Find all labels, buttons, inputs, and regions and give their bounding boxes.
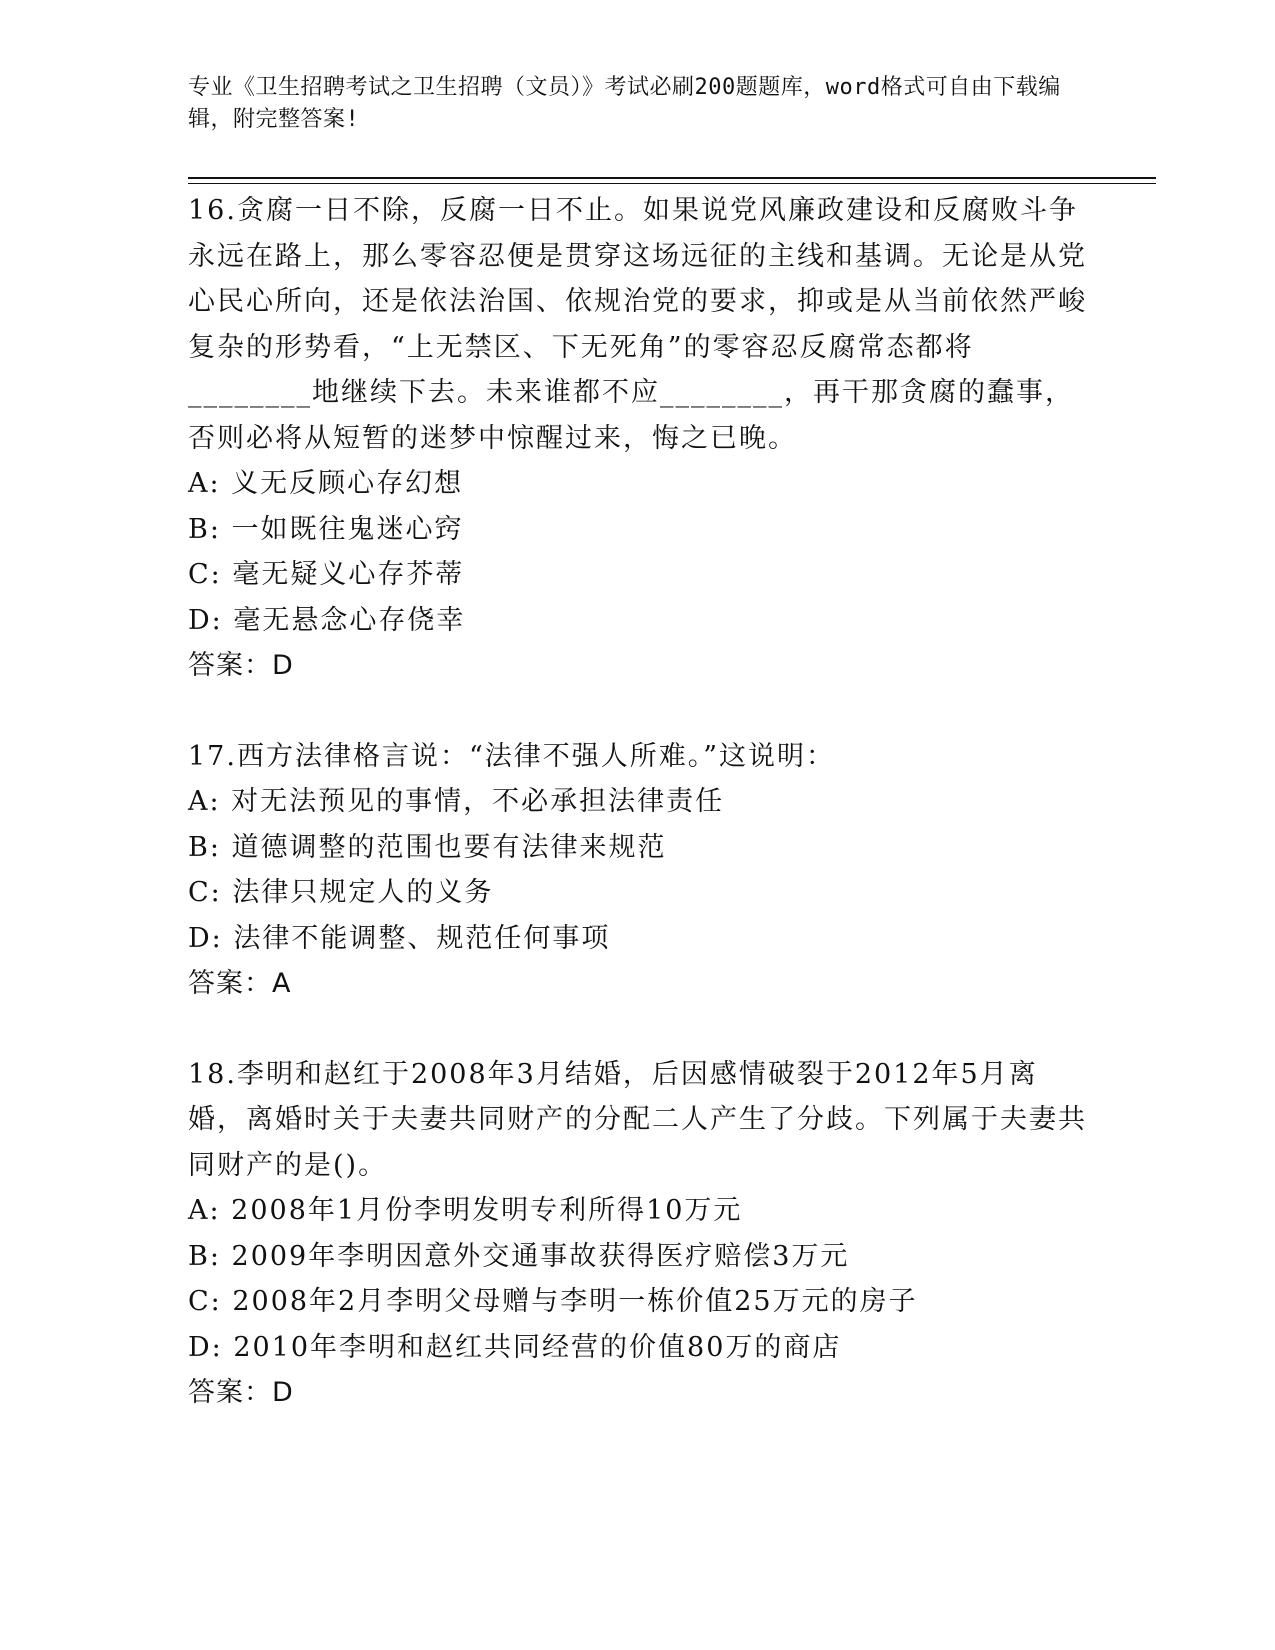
option-a: A: 义无反顾心存幻想	[188, 468, 464, 499]
answer: 答案：D	[188, 650, 294, 681]
option-b: B: 道德调整的范围也要有法律来规范	[188, 831, 667, 863]
option-b: B: 一如既往鬼迷心窍	[188, 513, 464, 545]
header-rule-thick	[188, 177, 1156, 179]
question-list	[188, 188, 1088, 1416]
option-b: B: 2009年李明因意外交通事故获得医疗赔偿3万元	[188, 1240, 850, 1272]
document-header: 专业《卫生招聘考试之卫生招聘（文员）》考试必刷200题题库，word格式可自由下载编辑，附完整答案!	[188, 75, 1061, 132]
option-c: C: 2008年2月李明父母赠与李明一栋价值25万元的房子	[188, 1286, 918, 1317]
question-16	[188, 188, 1088, 689]
header-rule-thin	[188, 183, 1156, 184]
option-c: C: 法律只规定人的义务	[188, 877, 494, 908]
answer: 答案：D	[188, 1377, 294, 1408]
question-spacer	[188, 1007, 1088, 1052]
option-c: C: 毫无疑义心存芥蒂	[188, 559, 465, 590]
question-text: 18.李明和赵红于2008年3月结婚，后因感情破裂于2012年5月离婚，离婚时关于夫妻共同财产的分配二人产生了分歧。下列属于夫妻共同财产的是()。	[188, 1058, 1087, 1181]
answer: 答案：A	[188, 968, 292, 999]
option-d: D: 毫无悬念心存侥幸	[188, 604, 466, 636]
option-d: D: 法律不能调整、规范任何事项	[188, 922, 611, 954]
option-a: A: 对无法预见的事情，不必承担法律责任	[188, 786, 725, 817]
question-17	[188, 734, 1088, 1007]
option-d: D: 2010年李明和赵红共同经营的价值80万的商店	[188, 1331, 842, 1363]
question-text: 17.西方法律格言说：“法律不强人所难。”这说明：	[188, 740, 836, 772]
question-spacer	[188, 689, 1088, 734]
question-text: 16.贪腐一日不除，反腐一日不止。如果说党风廉政建设和反腐败斗争永远在路上，那么零容忍便是贯穿这场远征的主线和基调。无论是从党心民心所向，还是依法治国、依规治党的要求，抑或是从当前依然严峻复杂的形势看，“上无禁区、下无死角”的零容忍反腐常态都将________地继续下去。未来谁都不应________，再干那贪腐的蠢事，否则必将从短暂的迷梦中惊醒过来，悔之已晚。	[188, 195, 1087, 454]
option-a: A: 2008年1月份李明发明专利所得10万元	[188, 1195, 743, 1226]
question-18	[188, 1052, 1088, 1416]
